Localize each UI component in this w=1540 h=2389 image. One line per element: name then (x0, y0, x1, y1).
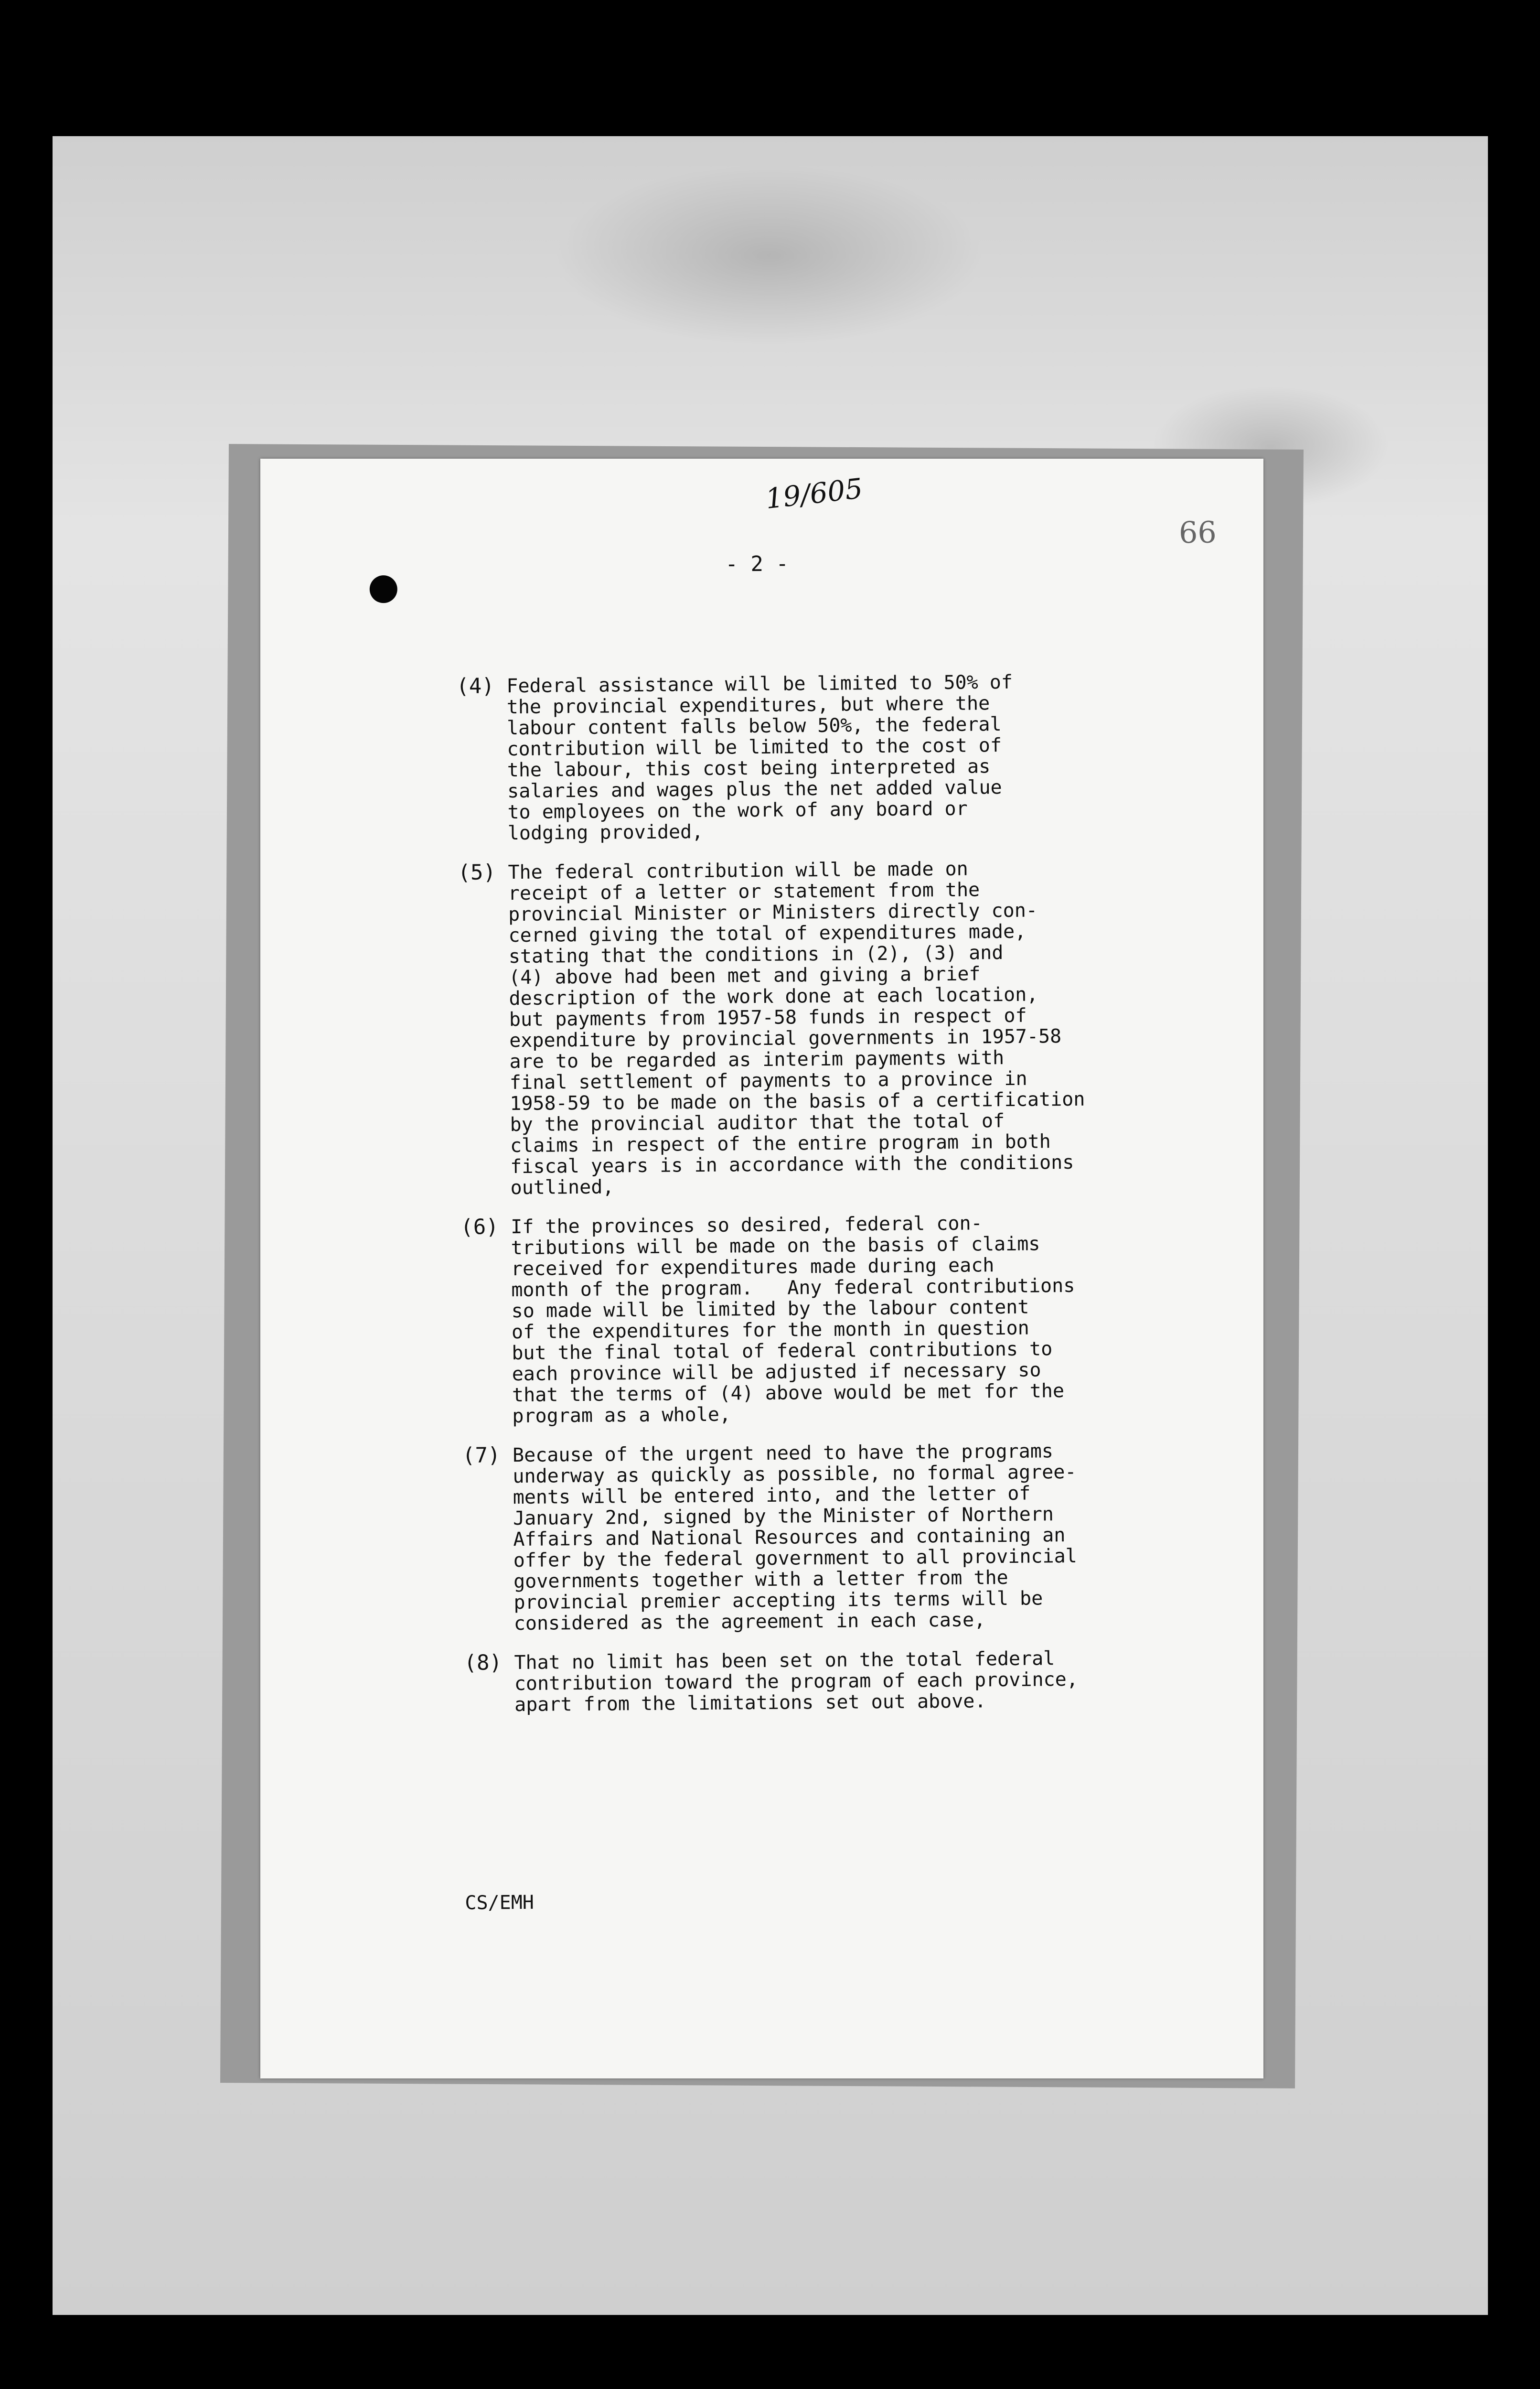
document-body (456, 670, 1209, 1734)
page-number: - 2 - (725, 551, 789, 577)
paragraph-line: description of the work done at each location, (509, 983, 1038, 1010)
paragraph-line: fiscal years is in accordance with the conditions (510, 1151, 1074, 1178)
paragraph-number: (6) (460, 1215, 499, 1239)
paragraph-line: Federal assistance will be limited to 50% of (506, 671, 1013, 698)
paragraph-line: 1958-59 to be made on the basis of a certification (510, 1088, 1085, 1115)
paragraph-line: receipt of a letter or statement from the (508, 879, 980, 905)
document-page (260, 459, 1263, 2078)
paragraph-line: the provincial expenditures, but where the (506, 692, 990, 719)
numbered-paragraph (464, 1647, 1209, 1716)
paragraph-line: apart from the limitations set out above. (514, 1690, 986, 1716)
paragraph-line: are to be regarded as interim payments with (509, 1047, 1005, 1073)
paragraph-line: That no limit has been set on the total federal (514, 1647, 1055, 1674)
paragraph-number: (5) (458, 860, 496, 885)
paragraph-number: (7) (462, 1443, 501, 1468)
paragraph-line: labour content falls below 50%, the federal (506, 713, 1002, 740)
numbered-paragraph (462, 1440, 1209, 1635)
numbered-paragraph (458, 857, 1205, 1199)
document-page-content (254, 455, 1270, 2082)
paragraph-line: contribution will be limited to the cost of (507, 734, 1002, 761)
paragraph-line: month of the program. Any federal contributions (511, 1274, 1075, 1302)
paragraph-line: program as a whole, (512, 1403, 731, 1428)
paragraph-line: final settlement of payments to a province in (509, 1067, 1027, 1094)
handwritten-reference: 19/605 (764, 472, 865, 516)
paragraph-line: If the provinces so desired, federal con- (511, 1212, 983, 1238)
paragraph-line: offer by the federal government to all provincial (513, 1545, 1077, 1572)
paragraph-line: ments will be entered into, and the letter of (513, 1482, 1031, 1509)
paragraph-line: provincial premier accepting its terms will be (513, 1587, 1043, 1614)
paragraph-line: cerned giving the total of expenditures made, (508, 920, 1027, 947)
paragraph-line: Because of the urgent need to have the programs (512, 1440, 1054, 1467)
paragraph-line: provincial Minister or Ministers directly con- (508, 899, 1038, 926)
paragraph-line: considered as the agreement in each case, (513, 1609, 986, 1635)
paragraph-line: so made will be limited by the labour content (511, 1296, 1029, 1323)
paragraph-line: claims in respect of the entire program in both (510, 1130, 1051, 1157)
paragraph-line: salaries and wages plus the net added value (507, 776, 1002, 803)
paragraph-line: tributions will be made on the basis of claims (511, 1233, 1040, 1259)
paragraph-line: received for expenditures made during each (511, 1254, 995, 1281)
paragraph-line: contribution toward the program of each province, (514, 1668, 1078, 1695)
paragraph-line: lodging provided, (507, 820, 704, 845)
paragraph-line: outlined, (510, 1176, 614, 1199)
paragraph-line: but payments from 1957-58 funds in respect of (509, 1004, 1027, 1031)
paragraph-line: each province will be adjusted if necessary so (512, 1359, 1041, 1386)
paragraph-line: by the provincial auditor that the total of (510, 1110, 1005, 1136)
paragraph-number: (4) (456, 674, 495, 699)
paragraph-line: governments together with a letter from the (513, 1566, 1008, 1593)
folio-stamp-number: 66 (1178, 515, 1217, 550)
paragraph-line: that the terms of (4) above would be met for the (512, 1380, 1065, 1407)
paragraph-line: the labour, this cost being interpreted as (507, 755, 991, 782)
paragraph-line: The federal contribution will be made on (508, 858, 968, 884)
paragraph-line: underway as quickly as possible, no formal agree- (513, 1461, 1077, 1488)
numbered-paragraph (456, 670, 1203, 844)
paragraph-line: January 2nd, signed by the Minister of Northern (513, 1503, 1054, 1530)
paragraph-line: (4) above had been met and giving a brief (509, 963, 981, 989)
typist-initials: CS/EMH (465, 1891, 535, 1914)
paragraph-line: Affairs and National Resources and containing an (513, 1524, 1066, 1551)
paragraph-number: (8) (464, 1650, 503, 1675)
numbered-paragraph (460, 1211, 1207, 1427)
paragraph-line: of the expenditures for the month in question (511, 1317, 1029, 1344)
paragraph-line: but the final total of federal contributions to (512, 1338, 1053, 1365)
paragraph-line: to employees on the work of any board or (507, 797, 968, 824)
paragraph-line: stating that the conditions in (2), (3) and (508, 942, 1004, 968)
frame-smudge (554, 165, 984, 346)
punch-hole (370, 575, 397, 603)
paragraph-line: expenditure by provincial governments in 1957-58 (509, 1025, 1062, 1052)
